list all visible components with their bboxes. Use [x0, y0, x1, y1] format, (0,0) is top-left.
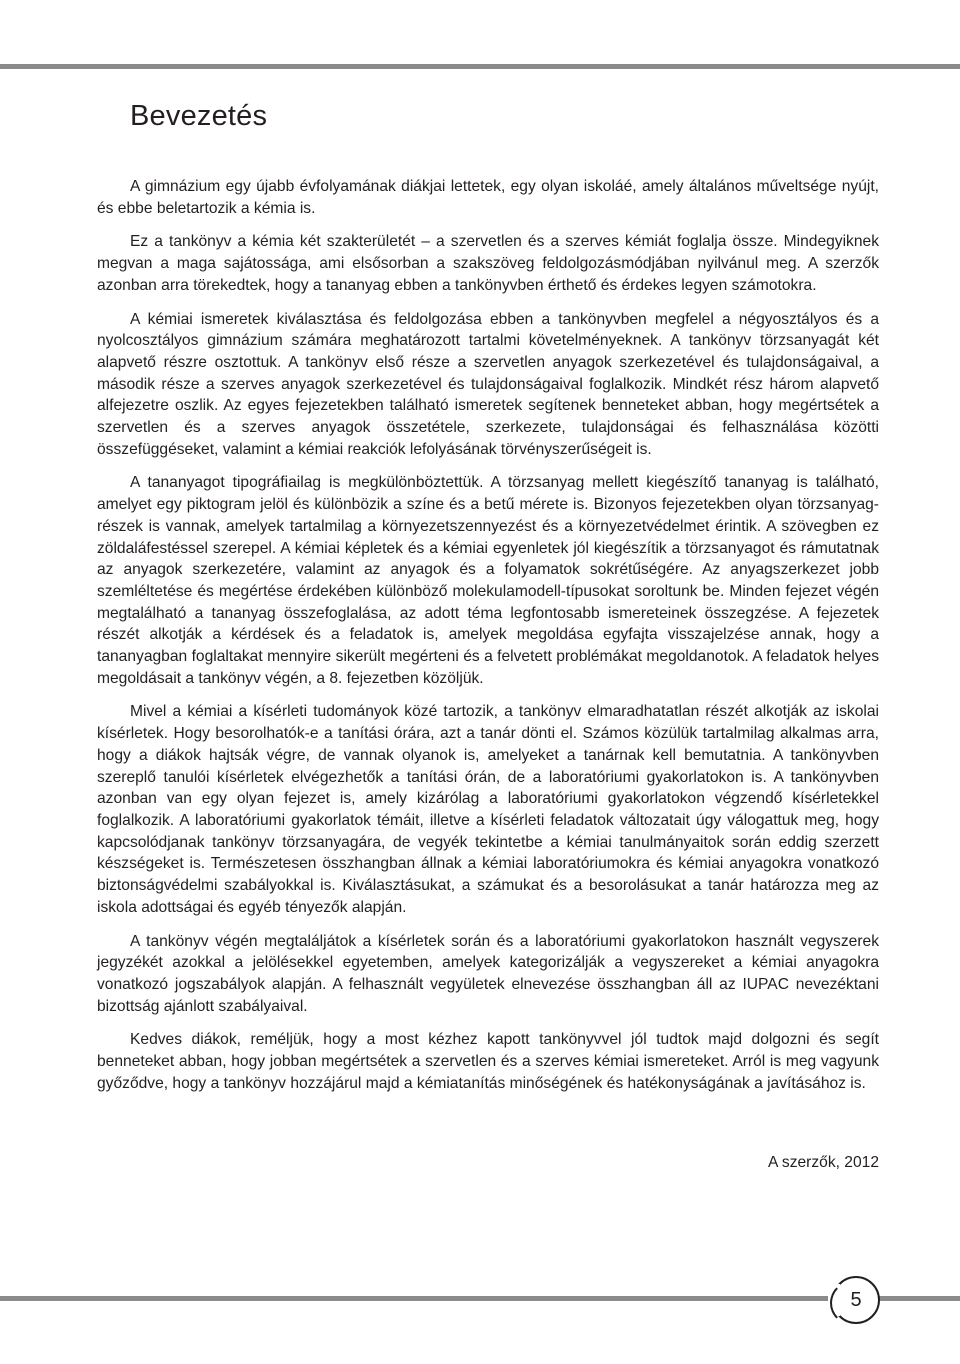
page-title: Bevezetés [130, 100, 268, 132]
paragraph: A kémiai ismeretek kiválasztása és feldolgozása ebben a tankönyvben megfelel a négyosztályos és a nyolcosztályos gimnázium számára meghatározott tartalmi követelményeknek. A tankönyv törzsanyagát két alapvető részre osztottuk. A tankönyv első része a szervetlen anyagok szerkezetével és tulajdonságaival, a második része a szerves anyagok szerkezetével és tulajdonságaival foglalkozik. Mindkét rész három alapvető alfejezetre oszlik. Az egyes fejezetekben található ismeretek segítenek benneteket abban, hogy megértsétek a szervetlen és a szerves anyagok összetétele, szerkezete, tulajdonságai és felhasználása közötti összefüggéseket, valamint a kémiai reakciók lefolyásának törvényszerűségeit is. [97, 310, 879, 458]
paragraph: A tananyagot tipográfiailag is megkülönböztettük. A törzsanyag mellett kiegészítő tananyag is található, amelyet egy piktogram jelöl és különbözik a színe és a betű mérete is. Bizonyos fejezetekben olyan törzsanyag-részek is vannak, amelyek tartalmilag a környezetszennyezést és a környezetvédelmet érintik. A szövegben ez zöldaláfestéssel szerepel. A kémiai képletek és a kémiai egyenletek jól kiegészítik a törzsanyagot és rámutatnak az anyagok szerkezetére, valamint az anyagok és a folyamatok sokrétűségére. Az anyagszerkezet jobb szemléltetése és megértése érdekében különböző molekulamodell-típusokat soroltunk be. Minden fejezet végén megtalálható a tananyag összefoglalása, az adott téma legfontosabb ismereteinek összegzése. A fejezetek részét alkotják a kérdések és a feladatok is, amelyek megoldása egyfajta visszajelzése annak, hogy a tananyagban foglaltakat mennyire sikerült megérteni és a felvetett problémákat megoldanotok. A feladatok helyes megoldásait a tankönyv végén, a 8. fejezetben közöljük. [97, 474, 879, 687]
paragraph: A tankönyv végén megtaláljátok a kísérletek során és a laboratóriumi gyakorlatokon használt vegyszerek jegyzékét azokkal a jelölésekkel egyetemben, amelyek kategorizálják a vegyszereket a kémiai anyagokra vonatkozó jogszabályok alapján. A felhasznált vegyületek elnevezése összhangban áll az IUPAC nevezéktani bizottság ajánlott szabályaival. [97, 932, 879, 1015]
bottom-divider [0, 1296, 960, 1301]
signature: A szerzők, 2012 [768, 1154, 879, 1171]
paragraph: Kedves diákok, reméljük, hogy a most kézhez kapott tankönyvvel jól tudtok majd dolgozni és segít benneteket abban, hogy jobban megértsétek a szervetlen és a szerves kémiai ismereteket. Arról is meg vagyunk győződve, hogy a tankönyv hozzájárul majd a kémiatanítás minőségének és hatékonyságának a javításához is. [97, 1031, 879, 1092]
top-divider [0, 64, 960, 69]
body-text [97, 176, 879, 1106]
paragraph: A gimnázium egy újabb évfolyamának diákjai lettetek, egy olyan iskoláé, amely általános műveltsége nyújt, és ebbe beletartozik a kémia is. [97, 178, 879, 217]
paragraph: Mivel a kémiai a kísérleti tudományok közé tartozik, a tankönyv elmaradhatatlan részét alkotják az iskolai kísérletek. Hogy besorolhatók-e a tanítási órára, azt a tanár dönti el. Számos közülük tartalmilag alkalmas arra, hogy a diákok hajtsák végre, de vannak olyanok is, amelyeket a tanárnak kell bemutatnia. A tankönyvben szereplő tanulói kísérletek elvégezhetők a tanítási órán, de a laboratóriumi gyakorlatokon is. A tankönyvben azonban van egy olyan fejezet is, amely kizárólag a laboratóriumi gyakorlatokon végzendő kísérletekkel foglalkozik. A laboratóriumi gyakorlatok témáit, illetve a kísérleti feladatok változatait úgy válogattuk meg, hogy kapcsolódjanak tankönyv törzsanyagára, de vegyék tekintetbe a kémiai tanulmányaitok során eddig szerzett készségeket is. Természetesen összhangban állnak a kémiai laboratóriumokra és kémiai anyagokra vonatkozó biztonságvédelmi szabályokkal is. Kiválasztásukat, a számukat és a besorolásukat a tanár határozza meg az iskola adottságai és egyéb tényezők alapján. [97, 703, 879, 916]
paragraph: Ez a tankönyv a kémia két szakterületét – a szervetlen és a szerves kémiát foglalja össze. Mindegyiknek megvan a maga sajátossága, ami elsősorban a szakszöveg feldolgozásmódjában nyilvánul meg. A szerzők azonban arra törekedtek, hogy a tananyag ebben a tankönyvben érthető és érdekes legyen számotokra. [97, 233, 879, 294]
page-number: 5 [850, 1289, 862, 1311]
